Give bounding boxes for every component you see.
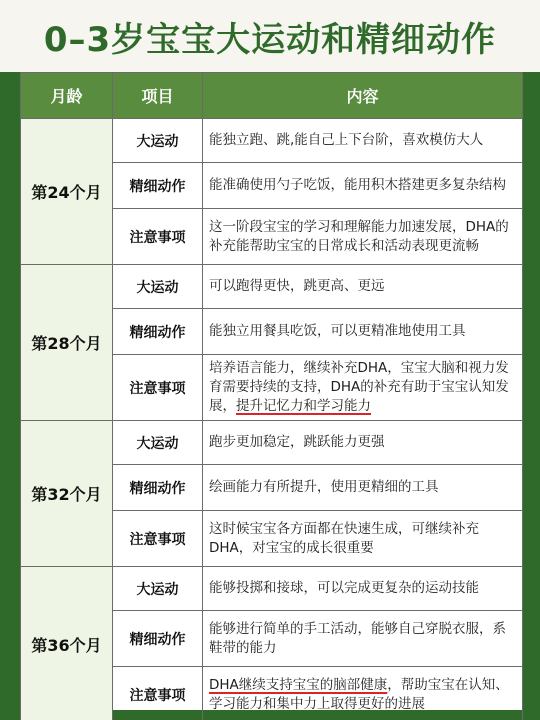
item-cell: 大运动 bbox=[113, 265, 203, 309]
table-row bbox=[21, 119, 523, 163]
item-cell: 注意事项 bbox=[113, 209, 203, 265]
item-cell: 注意事项 bbox=[113, 511, 203, 567]
content-cell: 能够投掷和接球，可以完成更复杂的运动技能 bbox=[203, 567, 523, 611]
age-cell: 第28个月 bbox=[21, 265, 113, 421]
table-frame bbox=[20, 72, 522, 710]
item-cell: 精细动作 bbox=[113, 465, 203, 511]
highlighted-text: 提升记忆力和学习能力 bbox=[236, 398, 371, 414]
highlighted-text: DHA继续支持宝宝的脑部健康 bbox=[209, 676, 388, 693]
content-cell bbox=[203, 355, 523, 421]
content-cell: 跑步更加稳定，跳跃能力更强 bbox=[203, 421, 523, 465]
content-cell: 可以跑得更快，跳更高、更远 bbox=[203, 265, 523, 309]
item-cell: 精细动作 bbox=[113, 611, 203, 667]
content-cell: 能够进行简单的手工活动，能够自己穿脱衣服，系鞋带的能力 bbox=[203, 611, 523, 667]
item-cell: 精细动作 bbox=[113, 163, 203, 209]
content-cell: 能准确使用勺子吃饭，能用积木搭建更多复杂结构 bbox=[203, 163, 523, 209]
content-text: 培养语言能力，继续补充DHA，宝宝大脑和视力发育需要持续的支持，DHA的补充有助于宝宝认知发展， bbox=[209, 360, 509, 414]
age-cell: 第36个月 bbox=[21, 567, 113, 720]
content-cell: 能独立跑、跳,能自己上下台阶，喜欢模仿大人 bbox=[203, 119, 523, 163]
content-cell: 绘画能力有所提升，使用更精细的工具 bbox=[203, 465, 523, 511]
item-cell: 精细动作 bbox=[113, 309, 203, 355]
content-cell: 这时候宝宝各方面都在快速生成，可继续补充DHA，对宝宝的成长很重要 bbox=[203, 511, 523, 567]
table-row bbox=[21, 421, 523, 465]
table-row bbox=[21, 265, 523, 309]
header-content: 内容 bbox=[203, 73, 523, 119]
age-cell: 第24个月 bbox=[21, 119, 113, 265]
item-cell: 注意事项 bbox=[113, 667, 203, 720]
header-item: 项目 bbox=[113, 73, 203, 119]
table-header-row bbox=[21, 73, 523, 119]
development-table bbox=[20, 72, 523, 720]
content-text: ，帮助宝宝在认知、学习能力和集中力上取得更好的进展 bbox=[209, 676, 509, 712]
title-bar bbox=[0, 0, 540, 72]
content-cell bbox=[203, 667, 523, 720]
item-cell: 大运动 bbox=[113, 567, 203, 611]
content-cell: 能独立用餐具吃饭，可以更精准地使用工具 bbox=[203, 309, 523, 355]
age-cell: 第32个月 bbox=[21, 421, 113, 567]
content-cell: 这一阶段宝宝的学习和理解能力加速发展，DHA的补充能帮助宝宝的日常成长和活动表现更流畅 bbox=[203, 209, 523, 265]
item-cell: 大运动 bbox=[113, 421, 203, 465]
item-cell: 注意事项 bbox=[113, 355, 203, 421]
table-row bbox=[21, 567, 523, 611]
header-age: 月龄 bbox=[21, 73, 113, 119]
page-title: 0–3岁宝宝大运动和精细动作 bbox=[43, 19, 497, 60]
item-cell: 大运动 bbox=[113, 119, 203, 163]
